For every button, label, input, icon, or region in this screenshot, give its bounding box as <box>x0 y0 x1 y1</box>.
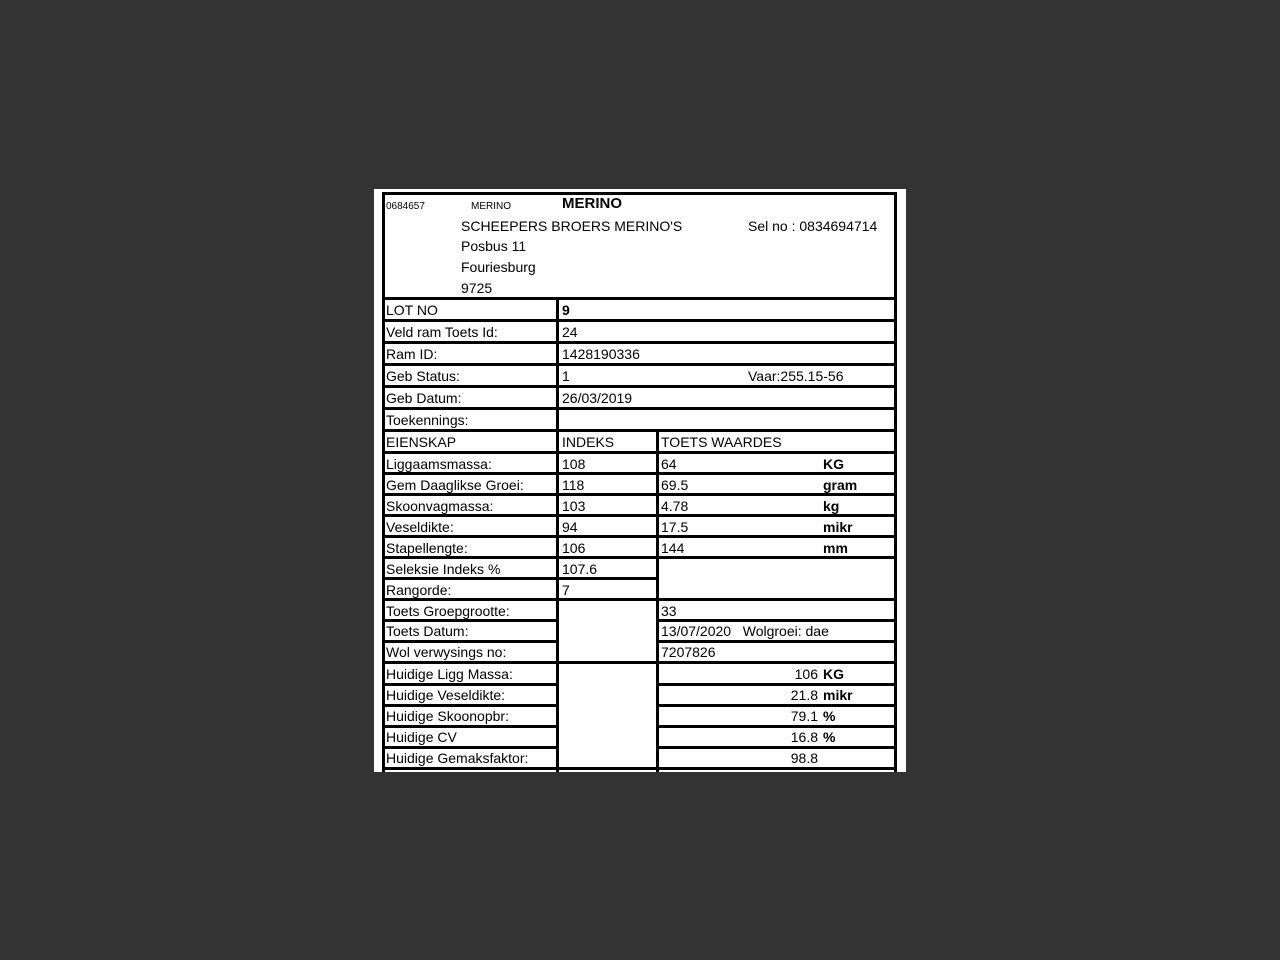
trait-unit: KG <box>823 456 844 472</box>
trait-value: 69.5 <box>661 477 689 493</box>
current-unit: KG <box>823 666 844 682</box>
header-trait: EIENSKAP <box>386 434 457 450</box>
label-awards: Toekennings: <box>386 412 469 428</box>
current-value: 16.8 <box>790 729 818 745</box>
label-selection-index: Seleksie Indeks % <box>386 561 501 577</box>
current-value: 21.8 <box>790 687 818 703</box>
address-line-1: Posbus 11 <box>461 238 527 254</box>
ram-record-sheet <box>374 189 906 772</box>
value-test-date: 13/07/2020 Wolgroei: dae <box>661 623 829 639</box>
label-birth-date: Geb Datum: <box>386 390 462 406</box>
trait-label: Liggaamsmassa: <box>386 456 492 472</box>
current-label: Huidige Veseldikte: <box>386 687 506 703</box>
trait-label: Stapellengte: <box>386 540 468 556</box>
current-label: Huidige Skoonopbr: <box>386 708 509 724</box>
trait-index: 103 <box>562 498 586 514</box>
value-birth-date: 26/03/2019 <box>562 390 633 406</box>
value-rank: 7 <box>562 582 570 598</box>
header-index: INDEKS <box>562 434 615 450</box>
trait-index: 94 <box>562 519 578 535</box>
current-value: 106 <box>794 666 818 682</box>
current-unit: % <box>823 708 836 724</box>
label-ram-id: Ram ID: <box>386 346 438 362</box>
value-ram-id: 1428190336 <box>562 346 640 362</box>
trait-unit: mikr <box>823 519 853 535</box>
label-rank: Rangorde: <box>386 582 452 598</box>
value-sire: Vaar:255.15-56 <box>748 368 844 384</box>
phone-number: Sel no : 0834694714 <box>748 218 878 234</box>
label-test-id: Veld ram Toets Id: <box>386 324 498 340</box>
value-test-id: 24 <box>562 324 578 340</box>
value-lot-no: 9 <box>562 302 570 318</box>
breed-small: MERINO <box>471 201 511 212</box>
current-label: Huidige CV <box>386 729 457 745</box>
trait-index: 108 <box>562 456 586 472</box>
label-lot-no: LOT NO <box>386 302 438 318</box>
current-label: Huidige Ligg Massa: <box>386 666 513 682</box>
label-group-size: Toets Groepgrootte: <box>386 603 510 619</box>
value-selection-index: 107.6 <box>562 561 598 577</box>
trait-index: 106 <box>562 540 586 556</box>
header-test-values: TOETS WAARDES <box>661 434 782 450</box>
record-code: 0684657 <box>386 201 425 212</box>
trait-unit: kg <box>823 498 840 514</box>
value-group-size: 33 <box>661 603 677 619</box>
trait-value: 4.78 <box>661 498 689 514</box>
trait-value: 64 <box>661 456 677 472</box>
label-birth-status: Geb Status: <box>386 368 460 384</box>
current-value: 79.1 <box>790 708 818 724</box>
trait-value: 17.5 <box>661 519 689 535</box>
value-wool-ref: 7207826 <box>661 644 716 660</box>
address-line-3: 9725 <box>461 280 493 296</box>
current-unit: mikr <box>823 687 853 703</box>
current-unit: % <box>823 729 836 745</box>
trait-index: 118 <box>562 477 585 493</box>
value-birth-status: 1 <box>562 368 570 384</box>
trait-label: Gem Daaglikse Groei: <box>386 477 524 493</box>
owner-name: SCHEEPERS BROERS MERINO'S <box>461 218 683 234</box>
label-wool-ref: Wol verwysings no: <box>386 644 507 660</box>
breed-title: MERINO <box>562 195 622 212</box>
trait-label: Veseldikte: <box>386 519 454 535</box>
trait-unit: mm <box>823 540 848 556</box>
trait-value: 144 <box>661 540 685 556</box>
address-line-2: Fouriesburg <box>461 259 536 275</box>
current-value: 98.8 <box>790 750 818 766</box>
current-label: Huidige Gemaksfaktor: <box>386 750 529 766</box>
label-test-date: Toets Datum: <box>386 623 469 639</box>
trait-unit: gram <box>823 477 858 493</box>
trait-label: Skoonvagmassa: <box>386 498 494 514</box>
